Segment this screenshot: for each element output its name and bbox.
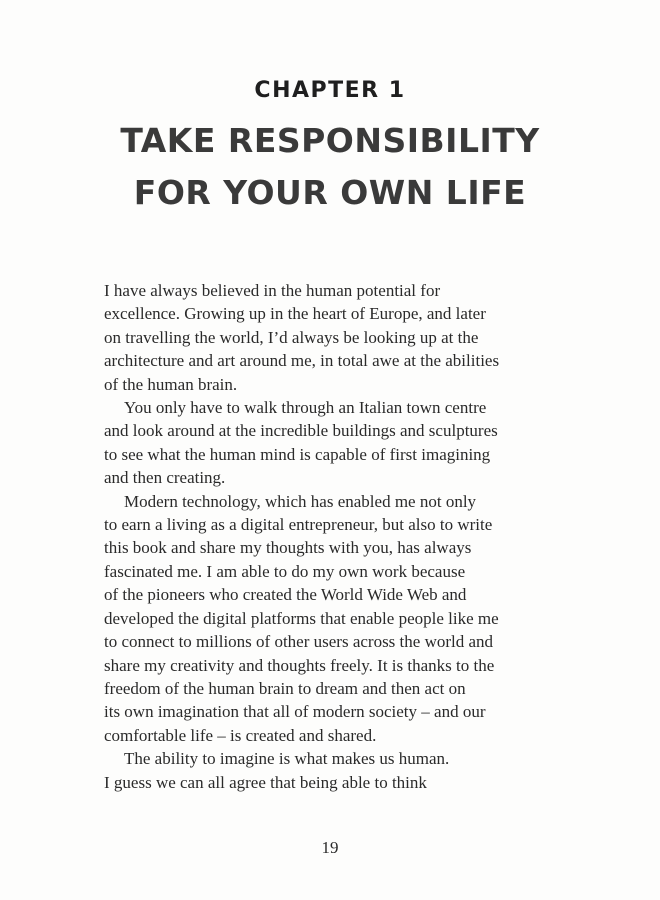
text-line: its own imagination that all of modern society – and our (104, 702, 486, 722)
text-line: to see what the human mind is capable of first imagining (104, 444, 491, 464)
text-line: The ability to imagine is what makes us human. (124, 749, 450, 769)
page-number: 19 (321, 838, 339, 857)
text-line: developed the digital platforms that enable people like me (104, 608, 499, 628)
text-line: You only have to walk through an Italian town centre (124, 398, 487, 418)
text-line: comfortable life – is created and shared. (104, 725, 377, 745)
text-line: this book and share my thoughts with you, has always (104, 538, 472, 558)
text-line: of the human brain. (104, 374, 238, 394)
text-line: fascinated me. I am able to do my own work because (104, 561, 466, 581)
text-line: to connect to millions of other users across the world and (104, 632, 494, 652)
text-line: to earn a living as a digital entrepreneur, but also to write (104, 515, 493, 535)
chapter-title-line: FOR YOUR OWN LIFE (133, 173, 527, 212)
chapter-label: CHAPTER 1 (254, 78, 406, 103)
text-line: and look around at the incredible buildings and sculptures (104, 421, 498, 441)
chapter-title-line: TAKE RESPONSIBILITY (120, 121, 540, 160)
text-line: excellence. Growing up in the heart of Europe, and later (104, 304, 486, 324)
text-line: freedom of the human brain to dream and then act on (104, 678, 466, 698)
text-line: architecture and art around me, in total awe at the abilities (104, 351, 500, 371)
text-line: of the pioneers who created the World Wide Web and (104, 585, 467, 605)
text-line: and then creating. (104, 468, 226, 488)
body-text (104, 279, 564, 794)
text-line: I guess we can all agree that being able to think (104, 772, 427, 792)
text-line: I have always believed in the human potential for (104, 281, 441, 300)
text-line: share my creativity and thoughts freely. It is thanks to the (104, 655, 495, 675)
chapter-title (0, 115, 660, 219)
text-line: Modern technology, which has enabled me not only (124, 491, 477, 511)
text-line: on travelling the world, I’d always be looking up at the (104, 327, 479, 347)
